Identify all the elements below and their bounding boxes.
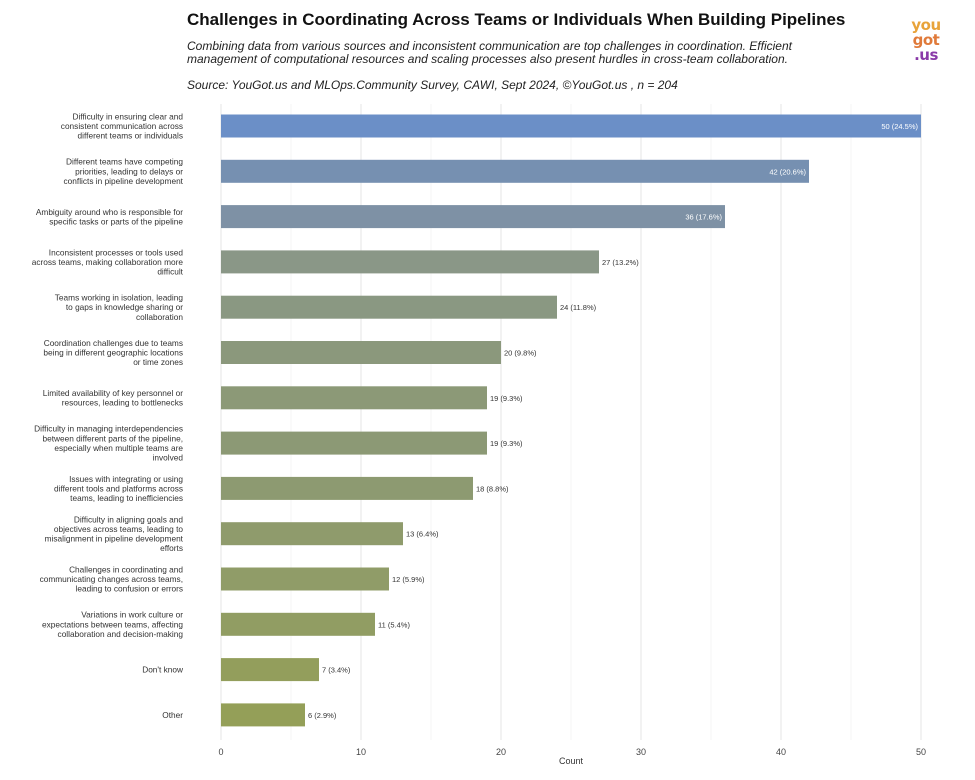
bar xyxy=(221,613,375,636)
bar-value-label: 36 (17.6%) xyxy=(685,212,722,222)
bar-value-label: 12 (5.9%) xyxy=(392,575,425,584)
logo-text-got: got xyxy=(912,31,940,49)
category-label: Inconsistent processes or tools used across teams, making collaboration more difficult xyxy=(31,247,183,277)
bar xyxy=(221,658,319,681)
chart-subtitle: Combining data from various sources and inconsistent communication are top challenges in coordination. Efficient management of computational resources and scaling processes also present hurdles in cross-team collaboration. xyxy=(187,39,792,66)
x-tick-label: 20 xyxy=(495,747,507,757)
bar xyxy=(221,522,403,545)
category-label: Challenges in coordinating and communicating changes across teams, leading to confusion or errors xyxy=(39,564,183,594)
category-labels xyxy=(32,111,184,720)
bar-value-label: 18 (8.8%) xyxy=(476,484,509,494)
bar-value-label: 24 (11.8%) xyxy=(560,303,597,313)
x-tick-label: 50 xyxy=(915,747,927,757)
bar xyxy=(221,341,501,364)
bar xyxy=(221,568,389,591)
bar-value-label: 19 (9.3%) xyxy=(490,393,523,403)
bar-value-label: 13 (6.4%) xyxy=(406,529,439,539)
category-label: Teams working in isolation, leading to gaps in knowledge sharing or collaboration xyxy=(54,292,183,322)
chart-title: Challenges in Coordinating Across Teams or Individuals When Building Pipelines xyxy=(187,10,846,29)
x-tick-label: 0 xyxy=(218,747,224,757)
bar xyxy=(221,477,473,500)
x-tick-label: 10 xyxy=(355,747,367,757)
x-axis-title: Count xyxy=(558,756,584,766)
category-label: Difficulty in aligning goals and objectives across teams, leading to misalignment in pipeline development efforts xyxy=(44,514,183,554)
logo-text-you: you xyxy=(911,16,941,34)
category-label: Limited availability of key personnel or resources, leading to bottlenecks xyxy=(42,388,183,408)
category-label: Coordination challenges due to teams being in different geographic locations or time zones xyxy=(43,337,183,368)
category-label: Other xyxy=(162,709,183,720)
category-label: Don't know xyxy=(142,664,183,675)
category-label: Different teams have competing priorities, leading to delays or conflicts in pipeline development xyxy=(63,156,183,186)
logo-text-us: .us xyxy=(914,46,938,64)
bar xyxy=(221,386,487,409)
bar xyxy=(221,205,725,228)
x-axis xyxy=(218,747,926,766)
bar xyxy=(221,160,809,183)
chart-source: Source: YouGot.us and MLOps.Community Survey, CAWI, Sept 2024, ©YouGot.us , n = 204 xyxy=(187,78,678,92)
bar-value-label: 19 (9.3%) xyxy=(490,439,523,449)
category-label: Difficulty in managing interdependencies between different parts of the pipeline, especially when multiple teams are involved xyxy=(34,423,183,463)
x-tick-label: 30 xyxy=(635,747,647,757)
bar-value-label: 6 (2.9%) xyxy=(308,710,337,720)
bar-value-label: 11 (5.4%) xyxy=(378,620,410,630)
bar-value-label: 20 (9.8%) xyxy=(504,348,537,358)
bar xyxy=(221,250,599,273)
bar xyxy=(221,432,487,455)
bar-value-label: 50 (24.5%) xyxy=(881,122,918,131)
bar-value-label: 27 (13.2%) xyxy=(602,257,639,267)
x-tick-label: 40 xyxy=(775,747,787,757)
grid-lines xyxy=(221,104,921,740)
bar xyxy=(221,296,557,319)
category-label: Ambiguity around who is responsible for specific tasks or parts of the pipeline xyxy=(35,206,183,227)
category-label: Variations in work culture or expectations between teams, affecting collaboration and decision-making xyxy=(42,609,183,639)
bar-value-label: 42 (20.6%) xyxy=(769,167,806,177)
category-label: Difficulty in ensuring clear and consistent communication across different teams or individuals xyxy=(60,111,183,141)
bar-value-label: 7 (3.4%) xyxy=(322,665,351,675)
category-label: Issues with integrating or using different tools and platforms across teams, leading to inefficiencies xyxy=(54,473,183,503)
bar xyxy=(221,115,921,138)
bar xyxy=(221,703,305,726)
